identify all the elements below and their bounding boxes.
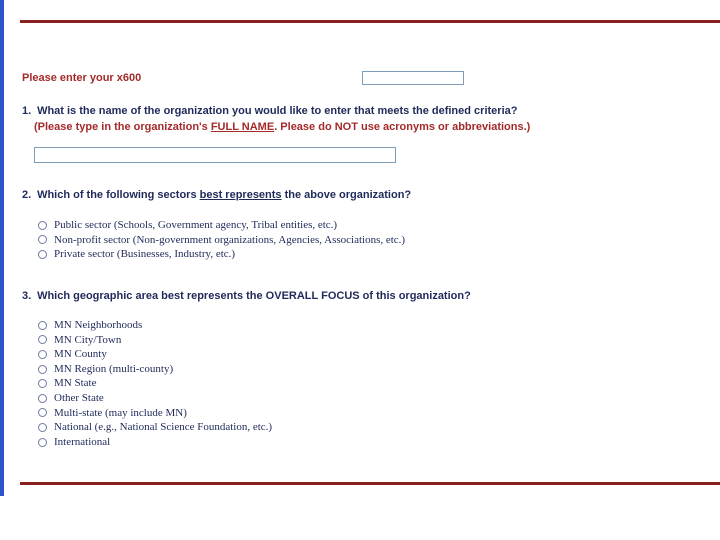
area-option[interactable] bbox=[38, 318, 272, 333]
question-2-text-post: the above organization? bbox=[281, 189, 412, 201]
option-label: MN City/Town bbox=[54, 333, 122, 346]
sector-options bbox=[38, 218, 405, 262]
question-3-text: Which geographic area best represents the OVERALL FOCUS of this organization? bbox=[37, 290, 471, 302]
geographic-area-options bbox=[38, 318, 272, 449]
question-1-number: 1. bbox=[22, 105, 32, 117]
radio-button[interactable] bbox=[38, 365, 47, 374]
area-option[interactable] bbox=[38, 435, 272, 450]
radio-button[interactable] bbox=[38, 423, 47, 432]
full-name-emphasis: FULL NAME bbox=[210, 121, 275, 133]
option-label: MN Neighborhoods bbox=[54, 319, 143, 331]
question-1-instructions-post: . Please do NOT use acronyms or abbreviations.) bbox=[274, 121, 531, 133]
sector-option[interactable] bbox=[38, 218, 405, 233]
area-option[interactable] bbox=[38, 406, 272, 421]
option-label: Multi-state (may include MN) bbox=[54, 406, 187, 419]
radio-button[interactable] bbox=[38, 250, 47, 259]
radio-button[interactable] bbox=[38, 350, 47, 359]
question-2 bbox=[22, 189, 411, 201]
option-label: Other State bbox=[54, 391, 104, 404]
area-option[interactable] bbox=[38, 333, 272, 348]
radio-button[interactable] bbox=[38, 438, 47, 447]
area-option[interactable] bbox=[38, 347, 272, 362]
radio-button[interactable] bbox=[38, 221, 47, 230]
question-1-instructions bbox=[34, 121, 530, 133]
question-2-text-pre: Which of the following sectors bbox=[37, 189, 200, 201]
option-label: MN State bbox=[54, 377, 97, 390]
radio-button[interactable] bbox=[38, 335, 47, 344]
sector-option[interactable] bbox=[38, 247, 405, 262]
area-option[interactable] bbox=[38, 376, 272, 391]
x600-label: Please enter your x600 bbox=[22, 72, 142, 84]
bottom-divider bbox=[20, 482, 720, 485]
question-1 bbox=[22, 105, 517, 117]
option-label: Non-profit sector (Non-government organizations, Agencies, Associations, etc.) bbox=[54, 233, 406, 246]
question-3-number: 3. bbox=[22, 290, 32, 302]
top-divider bbox=[20, 20, 720, 23]
radio-button[interactable] bbox=[38, 394, 47, 403]
option-label: MN County bbox=[54, 348, 107, 361]
radio-button[interactable] bbox=[38, 235, 47, 244]
option-label: Private sector (Businesses, Industry, etc.) bbox=[54, 248, 236, 261]
area-option[interactable] bbox=[38, 362, 272, 377]
question-3 bbox=[22, 290, 471, 302]
radio-button[interactable] bbox=[38, 379, 47, 388]
sector-option[interactable] bbox=[38, 233, 405, 248]
area-option[interactable] bbox=[38, 420, 272, 435]
option-label: National (e.g., National Science Foundation, etc.) bbox=[54, 421, 273, 434]
question-1-text: What is the name of the organization you would like to enter that meets the defined criteria? bbox=[37, 105, 518, 117]
question-1-instructions-pre: (Please type in the organization's bbox=[34, 121, 211, 133]
left-accent-bar bbox=[0, 0, 4, 496]
best-represents-emphasis: best represents bbox=[199, 189, 282, 201]
area-option[interactable] bbox=[38, 391, 272, 406]
option-label: MN Region (multi-county) bbox=[54, 362, 174, 375]
radio-button[interactable] bbox=[38, 321, 47, 330]
x600-input[interactable] bbox=[362, 71, 464, 85]
radio-button[interactable] bbox=[38, 408, 47, 417]
question-2-number: 2. bbox=[22, 189, 32, 201]
option-label: Public sector (Schools, Government agency, Tribal entities, etc.) bbox=[54, 219, 338, 231]
organization-name-input[interactable] bbox=[34, 147, 396, 163]
option-label: International bbox=[54, 435, 111, 448]
